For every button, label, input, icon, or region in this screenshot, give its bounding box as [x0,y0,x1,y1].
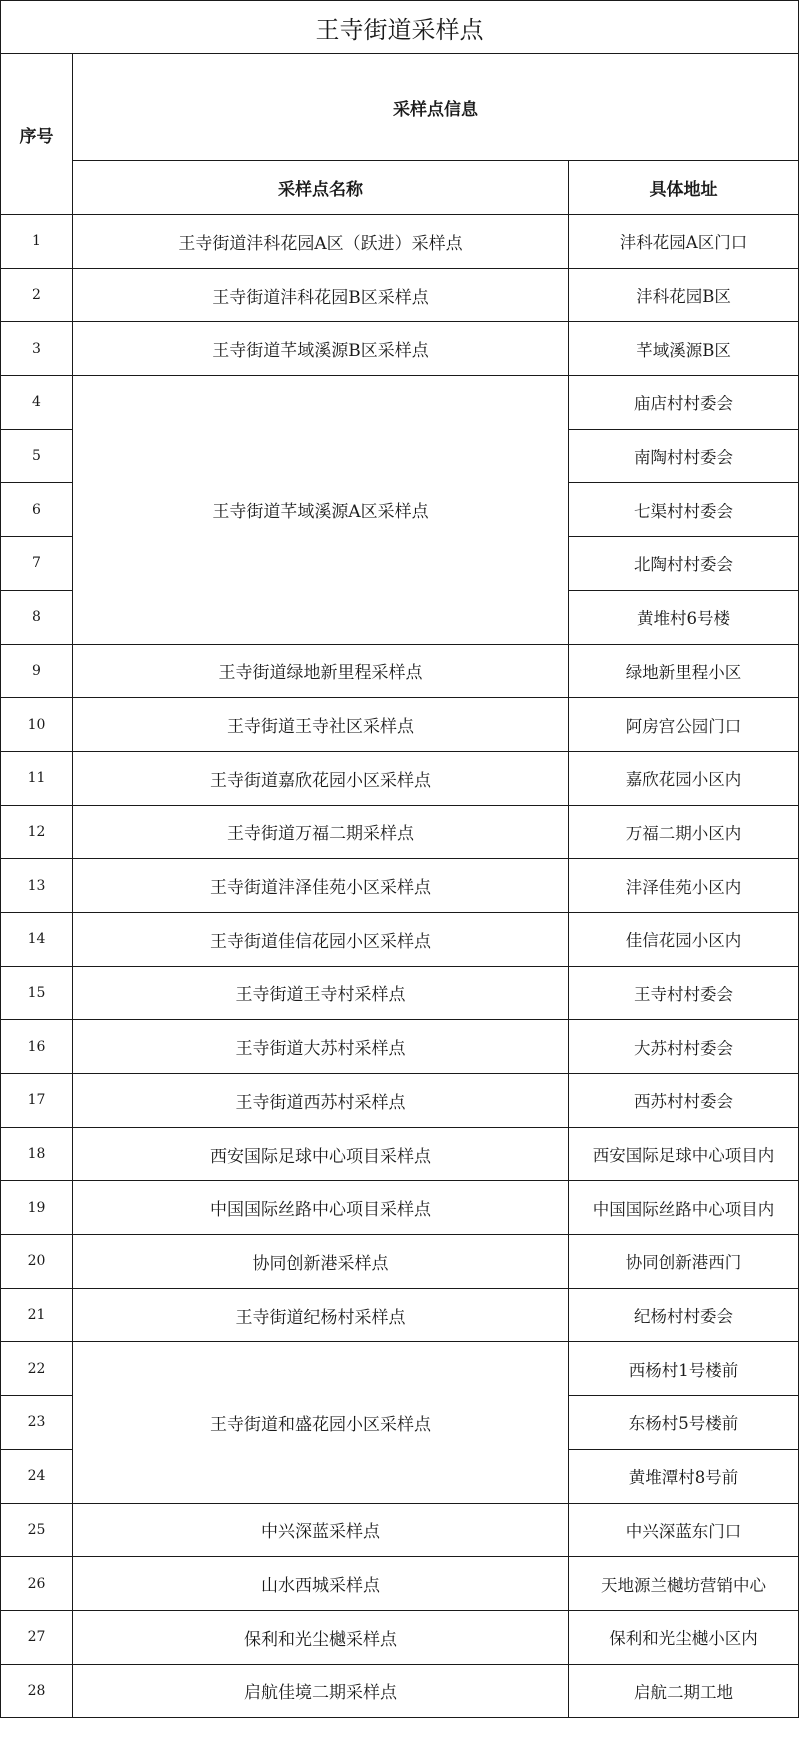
row-seq: 18 [1,1127,73,1181]
table-row [1,1503,799,1557]
row-seq: 7 [1,537,73,591]
row-address: 天地源兰樾坊营销中心 [569,1557,799,1611]
table-row [1,1127,799,1181]
row-seq: 6 [1,483,73,537]
row-seq: 5 [1,429,73,483]
table-row [1,966,799,1020]
row-seq: 12 [1,805,73,859]
row-seq: 25 [1,1503,73,1557]
row-seq: 9 [1,644,73,698]
row-seq: 21 [1,1288,73,1342]
name-header: 采样点名称 [73,161,569,215]
seq-header: 序号 [1,54,73,215]
row-name: 王寺街道沣科花园A区（跃进）采样点 [73,215,569,269]
row-address: 中国国际丝路中心项目内 [569,1181,799,1235]
table-row [1,1342,799,1396]
row-seq: 4 [1,376,73,430]
table-row [1,1074,799,1128]
row-name: 王寺街道大苏村采样点 [73,1020,569,1074]
row-address: 庙店村村委会 [569,376,799,430]
row-address: 王寺村村委会 [569,966,799,1020]
row-seq: 27 [1,1610,73,1664]
row-seq: 22 [1,1342,73,1396]
row-seq: 2 [1,268,73,322]
row-address: 西杨村1号楼前 [569,1342,799,1396]
table-row [1,698,799,752]
row-address: 北陶村村委会 [569,537,799,591]
row-address: 万福二期小区内 [569,805,799,859]
row-address: 沣科花园A区门口 [569,215,799,269]
row-seq: 3 [1,322,73,376]
table-row [1,1288,799,1342]
table-row [1,1557,799,1611]
row-name: 启航佳境二期采样点 [73,1664,569,1718]
row-name: 王寺街道万福二期采样点 [73,805,569,859]
row-seq: 17 [1,1074,73,1128]
address-header: 具体地址 [569,161,799,215]
row-name: 王寺街道纪杨村采样点 [73,1288,569,1342]
row-seq: 14 [1,912,73,966]
table-row [1,1610,799,1664]
row-name: 王寺街道和盛花园小区采样点 [73,1342,569,1503]
table-row [1,644,799,698]
row-address: 西苏村村委会 [569,1074,799,1128]
row-name: 协同创新港采样点 [73,1235,569,1289]
row-name: 保利和光尘樾采样点 [73,1610,569,1664]
row-address: 黄堆潭村8号前 [569,1449,799,1503]
row-seq: 20 [1,1235,73,1289]
row-address: 东杨村5号楼前 [569,1396,799,1450]
row-seq: 1 [1,215,73,269]
row-name: 王寺街道嘉欣花园小区采样点 [73,751,569,805]
table-row [1,215,799,269]
row-name: 王寺街道沣泽佳苑小区采样点 [73,859,569,913]
row-name: 王寺街道佳信花园小区采样点 [73,912,569,966]
row-seq: 15 [1,966,73,1020]
row-seq: 13 [1,859,73,913]
row-name: 中兴深蓝采样点 [73,1503,569,1557]
row-name: 王寺街道王寺村采样点 [73,966,569,1020]
row-name: 山水西城采样点 [73,1557,569,1611]
row-address: 保利和光尘樾小区内 [569,1610,799,1664]
table-row [1,268,799,322]
row-name: 王寺街道沣科花园B区采样点 [73,268,569,322]
row-address: 南陶村村委会 [569,429,799,483]
table-row [1,1020,799,1074]
row-seq: 16 [1,1020,73,1074]
row-seq: 11 [1,751,73,805]
row-address: 绿地新里程小区 [569,644,799,698]
table-row [1,1235,799,1289]
table-row [1,376,799,430]
row-address: 沣泽佳苑小区内 [569,859,799,913]
row-name: 王寺街道绿地新里程采样点 [73,644,569,698]
row-address: 协同创新港西门 [569,1235,799,1289]
row-address: 阿房宫公园门口 [569,698,799,752]
table-row [1,751,799,805]
row-name: 王寺街道芊域溪源A区采样点 [73,376,569,644]
row-address: 黄堆村6号楼 [569,590,799,644]
row-address: 佳信花园小区内 [569,912,799,966]
info-header: 采样点信息 [73,54,799,161]
row-address: 芊域溪源B区 [569,322,799,376]
table-row [1,1664,799,1718]
row-name: 王寺街道芊域溪源B区采样点 [73,322,569,376]
row-address: 沣科花园B区 [569,268,799,322]
row-seq: 10 [1,698,73,752]
row-name: 中国国际丝路中心项目采样点 [73,1181,569,1235]
row-name: 王寺街道王寺社区采样点 [73,698,569,752]
row-seq: 26 [1,1557,73,1611]
table-title: 王寺街道采样点 [1,1,799,54]
row-seq: 23 [1,1396,73,1450]
table-row [1,859,799,913]
row-address: 西安国际足球中心项目内 [569,1127,799,1181]
row-address: 嘉欣花园小区内 [569,751,799,805]
table-row [1,912,799,966]
row-address: 七渠村村委会 [569,483,799,537]
row-seq: 24 [1,1449,73,1503]
row-address: 纪杨村村委会 [569,1288,799,1342]
row-address: 大苏村村委会 [569,1020,799,1074]
row-seq: 28 [1,1664,73,1718]
row-seq: 8 [1,590,73,644]
row-address: 中兴深蓝东门口 [569,1503,799,1557]
row-seq: 19 [1,1181,73,1235]
row-name: 王寺街道西苏村采样点 [73,1074,569,1128]
row-name: 西安国际足球中心项目采样点 [73,1127,569,1181]
table-row [1,322,799,376]
table-row [1,805,799,859]
row-address: 启航二期工地 [569,1664,799,1718]
table-row [1,1181,799,1235]
